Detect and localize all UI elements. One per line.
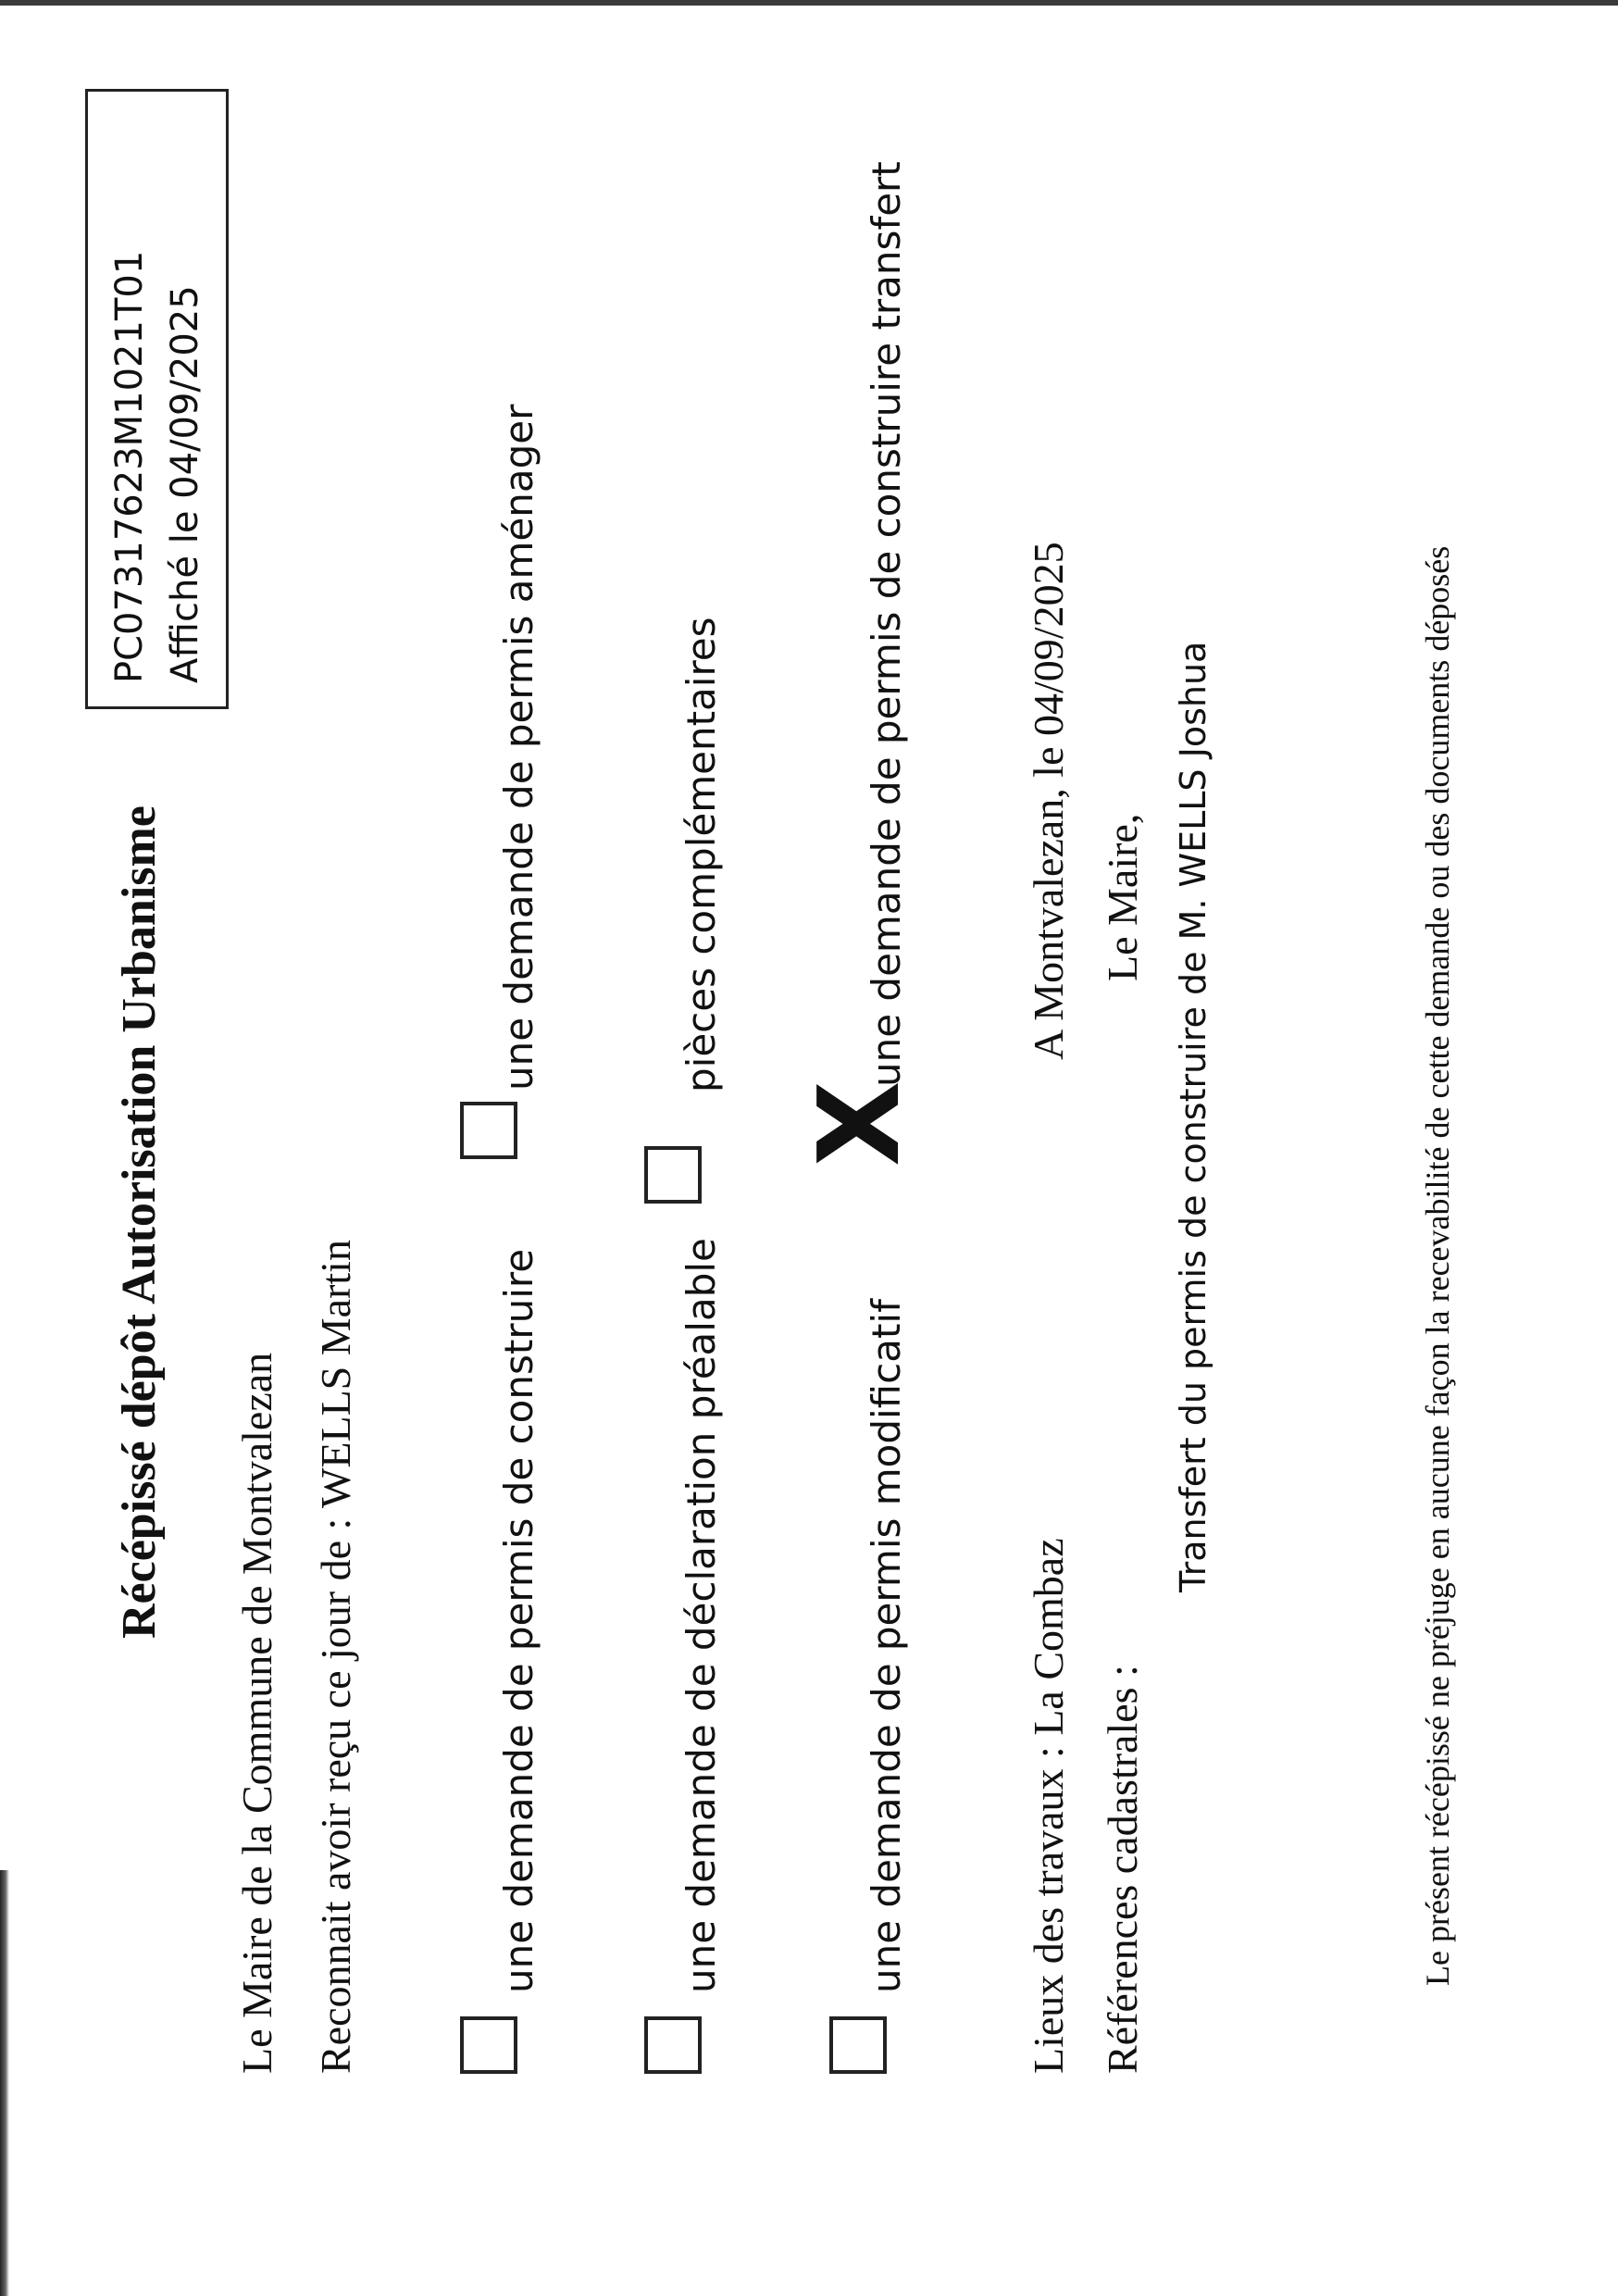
checkbox-pieces-complementaires[interactable] (644, 1146, 702, 1204)
cadastral-references: Références cadastrales : (1099, 1665, 1146, 2074)
reference-number: PC07317623M1021T01 (108, 250, 151, 683)
option-permis-construire-transfert: une demande de permis de construire transfert (864, 161, 909, 1087)
mayor-intro: Le Maire de la Commune de Montvalezan (233, 1352, 280, 2074)
works-location: Lieux des travaux : La Combaz (1025, 1538, 1072, 2074)
option-pieces-complementaires: pièces complémentaires (678, 617, 724, 1092)
option-permis-modificatif: une demande de permis modificatif (864, 1299, 909, 1993)
mayor-signatory: Le Maire, (1099, 813, 1146, 981)
posted-date: Affiché le 04/09/2025 (164, 285, 206, 683)
checkbox-permis-modificatif[interactable] (829, 2016, 887, 2074)
option-declaration-prealable: une demande de déclaration préalable (678, 1238, 724, 1993)
place-and-date: A Montvalezan, le 04/09/2025 (1025, 542, 1072, 1060)
document-title: Récépissé dépôt Autorisation Urbanisme (113, 805, 166, 1639)
transfer-note: Transfert du permis de construire de M. WELLS Joshua (1173, 641, 1214, 1592)
checkbox-permis-construire[interactable] (460, 2016, 517, 2074)
checkbox-declaration-prealable[interactable] (644, 2016, 702, 2074)
option-permis-amenager: une demande de permis aménager (496, 404, 541, 1091)
option-permis-construire: une demande de permis de construire (496, 1248, 541, 1993)
reference-box (85, 89, 229, 709)
checkbox-permis-amenager[interactable] (460, 1102, 517, 1159)
checked-x-mark[interactable]: X (796, 1080, 925, 1167)
received-from: Reconnait avoir reçu ce jour de : WELLS Martin (312, 1240, 359, 2074)
footer-disclaimer: Le présent récépissé ne préjuge en aucune façon la recevabilité de cette demande ou des documents déposés (1419, 545, 1456, 1986)
